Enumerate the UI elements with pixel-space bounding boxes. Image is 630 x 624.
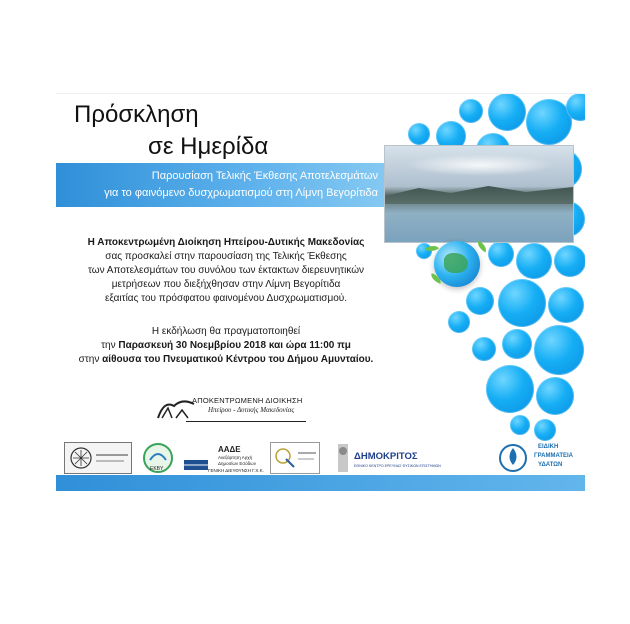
event-venue-value: αίθουσα του Πνευματικού Κέντρου του Δήμου Αμυνταίου. — [102, 354, 374, 365]
event-venue-prefix: στην — [78, 354, 103, 365]
administration-region: Ηπείρου - Δυτικής Μακεδονίας — [208, 406, 295, 414]
invitation-subtitle: σε Ημερίδα — [148, 133, 269, 160]
water-secretariat-line: ΕΙΔΙΚΗ — [538, 444, 559, 450]
water-secretariat-line: ΓΡΑΜΜΑΤΕΙΑ — [534, 453, 573, 459]
event-date-prefix: την — [101, 340, 119, 351]
aade-name: ΑΑΔΕ — [218, 445, 241, 454]
event-intro: Η εκδήλωση θα πραγματοποιηθεί — [151, 326, 301, 337]
water-secretariat-line: ΥΔΑΤΩΝ — [538, 462, 563, 468]
banner-line-2: για το φαινόμενο δυσχρωματισμού στη Λίμνη Βεγορίτιδα — [104, 187, 378, 199]
aade-sub-line: ΓΕΝΙΚΗ ΔΙΕΥΘΥΝΣΗ Γ.Χ.Κ. — [208, 468, 264, 473]
aade-sub-line: Δημοσίων Εσόδων — [218, 461, 256, 466]
administration-name: ΑΠΟΚΕΝΤΡΩΜΕΝΗ ΔΙΟΙΚΗΣΗ — [192, 396, 303, 405]
body-line: σας προσκαλεί στην παρουσίαση της Τελικής Έκθεσης — [105, 251, 347, 262]
demokritos-subtitle: ΕΘΝΙΚΟ ΚΕΝΤΡΟ ΕΡΕΥΝΑΣ ΦΥΣΙΚΩΝ ΕΠΙΣΤΗΜΩΝ — [354, 464, 441, 468]
body-line: εξαιτίας του πρόσφατου φαινομένου Δυσχρωματισμού. — [104, 293, 348, 304]
ekby-label: ΕΚΒΥ — [150, 466, 164, 472]
invitation-title: Πρόσκληση — [74, 101, 199, 128]
card-top-border — [56, 93, 585, 491]
banner-line-1: Παρουσίαση Τελικής Έκθεσης Αποτελεσμάτων — [151, 170, 378, 182]
body-line: των Αποτελεσμάτων του συνόλου των έκτακτων διερευνητικών — [87, 265, 365, 276]
organizer-name: Η Αποκεντρωμένη Διοίκηση Ηπείρου-Δυτικής Μακεδονίας — [87, 237, 365, 248]
demokritos-name: ΔΗΜΟΚΡΙΤΟΣ — [354, 451, 418, 462]
aade-sub-line: Ανεξάρτητη Αρχή — [218, 455, 253, 460]
body-line: μετρήσεων που διεξήχθησαν στην Λίμνη Βεγορίτιδα — [111, 279, 341, 290]
event-date-value: Παρασκευή 30 Νοεμβρίου 2018 και ώρα 11:00 πμ — [118, 340, 351, 351]
